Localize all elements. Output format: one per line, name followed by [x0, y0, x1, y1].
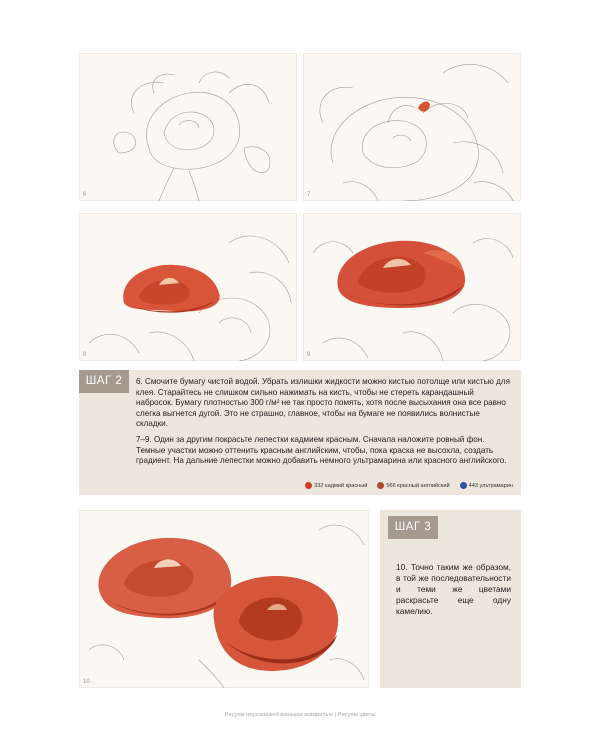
painted-drawing	[79, 213, 297, 361]
step-3-text: 10. Точно таким же образом, в той же последовательности и теми же цветами раскрасьте еще одну камелию.	[396, 562, 511, 616]
step-2-block	[79, 370, 521, 495]
panel-number: 9	[307, 352, 311, 358]
panel-number: 10	[83, 679, 90, 685]
paint-label: 566 красный английский	[386, 482, 450, 489]
illustration-step-6	[79, 53, 297, 201]
paint-item	[305, 482, 367, 489]
paint-swatch-icon	[377, 482, 384, 489]
illustration-step-9	[303, 213, 521, 361]
step-2-paragraph-1: 6. Смочите бумагу чистой водой. Убрать излишки жидкости можно кистью потолще или кистью для клея. Старайтесь не слишком сильно нажимать на кисть, чтобы не стереть карандашный набросок. Бумагу плотностью 300 г/м² не так просто помять, хотя после высыхания она все равно слегка выгнется дугой. Это не страшно, главное, чтобы на бумаге не появились волнистые складки.	[136, 377, 510, 429]
sketch-drawing	[303, 53, 521, 201]
sketch-drawing	[79, 53, 297, 201]
paint-label: 332 кадмий красный	[314, 482, 368, 489]
step-2-label: ШАГ 2	[79, 370, 129, 393]
step-2-paragraph-2: 7–9. Один за другим покрасьте лепестки кадмием красным. Сначала наложите ровный фон. Темные участки можно оттенить красным английским, чтобы, пока краска не высохла, создать градиент. На дальние лепестки можно добавить немного ультрамарина или красного английского.	[136, 434, 507, 466]
painted-drawing	[303, 213, 521, 361]
panel-number: 8	[83, 352, 87, 358]
first-paint-stroke	[418, 101, 430, 111]
panel-number: 7	[307, 192, 311, 198]
paint-item	[377, 482, 449, 489]
paint-item	[460, 482, 513, 489]
paint-list	[305, 482, 513, 489]
step-2-text	[136, 377, 513, 472]
step-3-label: ШАГ 3	[388, 516, 438, 539]
paint-swatch-icon	[460, 482, 467, 489]
paint-label: 443 ультрамарин	[468, 482, 513, 489]
illustration-step-8	[79, 213, 297, 361]
panel-number: 6	[83, 192, 87, 198]
illustration-step-10	[79, 510, 369, 688]
final-painting	[79, 510, 369, 688]
illustration-step-7	[303, 53, 521, 201]
paint-swatch-icon	[305, 482, 312, 489]
page-footer: Рисуем персонажей манькха акварелью | Рисуем цветы	[224, 712, 376, 718]
step-3-block	[380, 510, 521, 688]
